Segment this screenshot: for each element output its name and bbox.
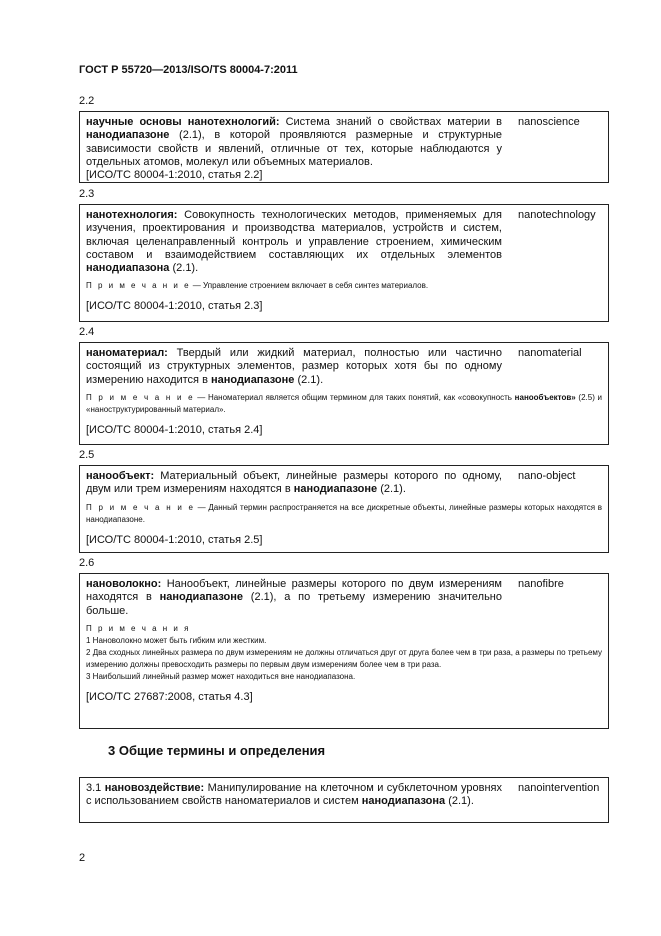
entry-number: 2.6 <box>79 557 95 569</box>
term: наноматериал: <box>86 347 168 359</box>
term-reference: нанодиапазоне <box>86 129 170 142</box>
english-term: nanotechnology <box>518 209 596 221</box>
term-entry-nanotechnology <box>79 204 609 322</box>
term-reference: нанодиапазоне <box>159 591 244 604</box>
notes <box>86 623 602 683</box>
entry-number: 2.4 <box>79 326 95 338</box>
term: нановоздействие: <box>104 782 205 794</box>
english-term: nano-object <box>518 470 576 482</box>
definition-text: Твердый или жидкий материал, полностью или частично состоящий из структурных элементов, размер которых хотя бы по одному измерению находится в <box>86 347 502 386</box>
definition-text: (2.1). <box>377 483 406 496</box>
definition-text: (2.1). <box>445 795 474 808</box>
definition <box>86 782 502 809</box>
entry-number: 2.5 <box>79 449 95 461</box>
definition-text: (2.1). <box>169 262 199 275</box>
definition-text: Система знаний о свойствах материи в <box>279 116 502 128</box>
definition <box>86 116 502 182</box>
term: нановолокно: <box>86 578 162 590</box>
definition-text: Материальный объект, линейные размеры которого по одному, двум или трем измерениям находятся в <box>86 470 502 496</box>
note-label: П р и м е ч а н и е <box>86 392 195 402</box>
note-item: 3 Наибольший линейный размер может находиться вне нанодиапазона. <box>86 671 356 681</box>
term-reference: нанодиапазоне <box>210 373 295 386</box>
definition-text: (2.1), в которой проявляются размерные и структурные зависимости свойств и явлений, отличные от тех, которые наблюдаются у отдельных атомов, молекул или объемных материалов. <box>86 129 502 168</box>
english-term: nanoscience <box>518 116 580 128</box>
term: нанообъект: <box>86 470 155 482</box>
term: научные основы нанотехнологий: <box>86 116 280 128</box>
definition-text: (2.1), а по третьему измерению значительно больше. <box>86 591 502 617</box>
definition <box>86 578 502 618</box>
term-entry-nanointervention <box>79 777 609 823</box>
notes-label: П р и м е ч а н и я <box>86 623 191 633</box>
term-reference: нанодиапазона <box>361 795 446 808</box>
term-reference: нанодиапазоне <box>293 483 378 496</box>
definition-text: Манипулирование на клеточном и субклеточном уровнях с использованием свойств наноматериалов и систем <box>86 782 502 808</box>
source-reference: [ИСО/ТС 80004-1:2010, статья 2.4] <box>86 423 263 436</box>
definition <box>86 209 502 275</box>
english-term: nanointervention <box>518 782 600 794</box>
term-entry-nanomaterial <box>79 342 609 445</box>
note-label: П р и м е ч а н и е <box>86 281 191 291</box>
note-text: (2.5) и «наноструктурированный материал». <box>86 392 602 414</box>
section-title: 3 Общие термины и определения <box>108 743 326 758</box>
english-term: nanofibre <box>518 578 564 590</box>
document-header: ГОСТ Р 55720—2013/ISO/TS 80004-7:2011 <box>79 64 298 76</box>
term-reference: нанодиапазона <box>86 262 170 275</box>
english-term: nanomaterial <box>518 347 582 359</box>
term-entry-nanofibre <box>79 573 609 729</box>
source-reference: [ИСО/ТС 80004-1:2010, статья 2.3] <box>86 300 263 313</box>
source-reference: [ИСО/ТС 27687:2008, статья 4.3] <box>86 690 253 703</box>
note <box>86 392 602 416</box>
note-text: — Наноматериал является общим термином для таких понятий, как «совокупность <box>194 392 515 402</box>
entry-number: 2.2 <box>79 95 95 107</box>
source-reference: [ИСО/ТС 80004-1:2010, статья 2.2] <box>86 169 263 182</box>
entry-number: 3.1 <box>86 782 102 794</box>
note <box>86 280 602 292</box>
note <box>86 502 602 526</box>
definition <box>86 347 502 387</box>
definition-text: (2.1). <box>294 373 324 386</box>
term-entry-nano-object <box>79 465 609 553</box>
note-item: 1 Нановолокно может быть гибким или жестким. <box>86 635 267 645</box>
source-reference: [ИСО/ТС 80004-1:2010, статья 2.5] <box>86 533 263 546</box>
definition-text: Совокупность технологических методов, применяемых для изучения, проектирования и производства материалов, устройств и систем, включая целенаправленный контроль и управление строением, химическим составом и взаимодействием составляющих их отдельных элементов <box>86 209 502 261</box>
note-text: — Управление строением включает в себя синтез материалов. <box>190 281 429 291</box>
definition-text: Нанообъект, линейные размеры которого по двум измерениям находятся в <box>86 578 502 604</box>
note-item: 2 Два сходных линейных размера по двум измерениям не должны отличаться друг от друга более чем в три раза, а размеры по третьему измерению должны превосходить размеры по первым двум измерениям более чем в три раза. <box>86 647 602 669</box>
note-text: — Данный термин распространяется на все дискретные объекты, линейные размеры которых находятся в нанодиапазоне. <box>86 502 602 524</box>
definition <box>86 470 502 497</box>
term: нанотехнология: <box>86 209 178 221</box>
note-label: П р и м е ч а н и е <box>86 502 195 512</box>
term-reference: нанообъектов» <box>514 392 576 402</box>
page-number: 2 <box>79 852 86 864</box>
entry-number: 2.3 <box>79 188 95 200</box>
term-entry-nanoscience <box>79 111 609 183</box>
